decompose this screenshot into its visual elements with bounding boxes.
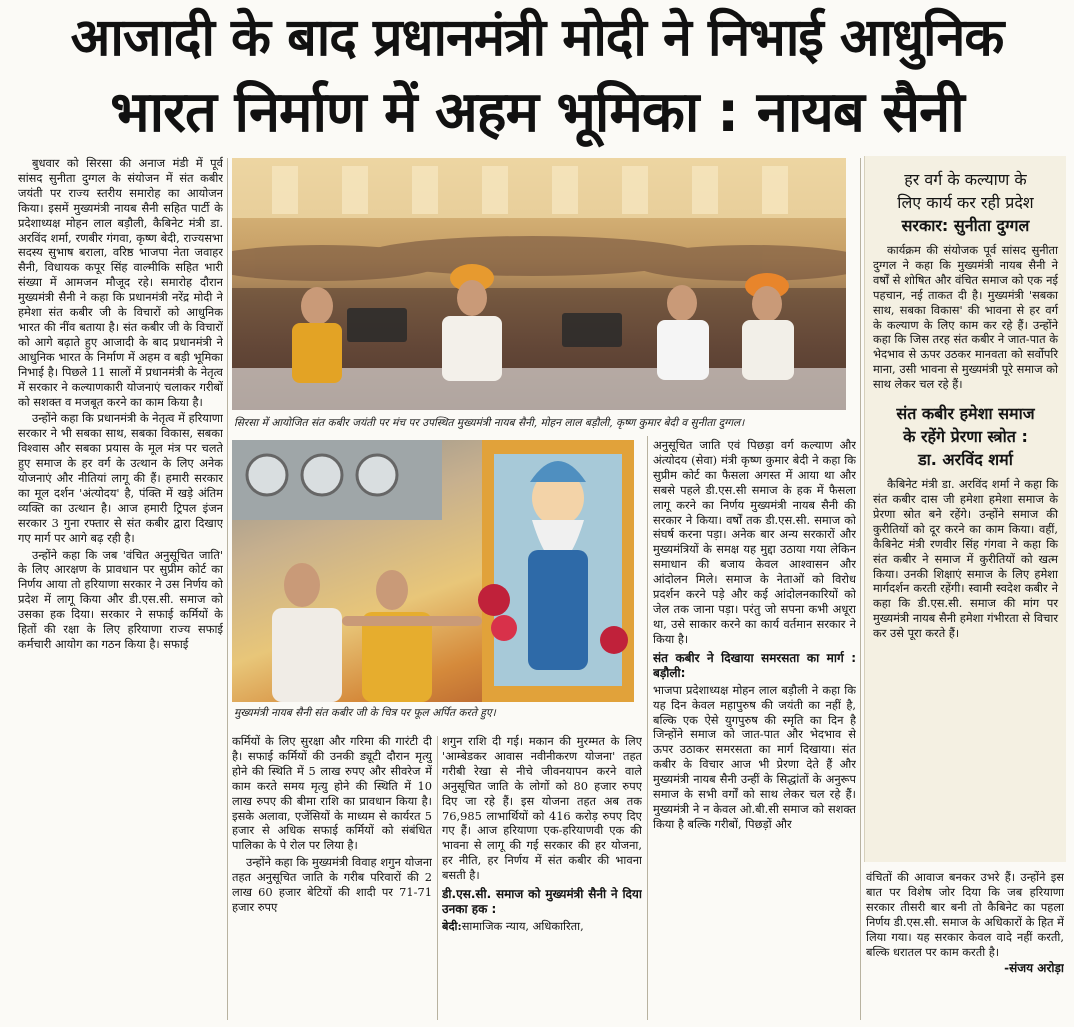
article-column-4 (866, 870, 1064, 1022)
column-divider (227, 158, 228, 1020)
column3a-paragraph-1: कर्मियों के लिए सुरक्षा और गरिमा की गारंटी दी है। सफाई कर्मियों की उनकी ड्यूटी दौरान मृत्यु होने की स्थिति में 5 लाख रुपए और सीवरेज में काम करते समय मृत्यु होने की स्थिति में 10 लाख रुपए की बीमा राशि का प्रावधान किया है। इसके अलावा, एजेंसियों के माध्यम से कार्यरत 5 हजार से अधिक सफाई कर्मियों को संबंधित पालिका के पे रोल पर लिया है। (232, 734, 432, 853)
sidebar-heading-2-line-2: के रहेंगे प्रेरणा स्त्रोत : (903, 427, 1028, 447)
column3b-subhead: डी.एस.सी. समाज को मुख्यमंत्री सैनी ने दिया उनका हक : (442, 887, 642, 917)
column3b-paragraph-2 (442, 919, 642, 934)
sidebar-body-2 (873, 477, 1058, 641)
sidebar-heading-1-line-2: लिए कार्य कर रही प्रदेश (897, 193, 1034, 212)
column-divider (860, 158, 861, 1020)
tribute-photo-illustration (232, 440, 634, 702)
sidebar-paragraph-2: कैबिनेट मंत्री डा. अरविंद शर्मा ने कहा कि संत कबीर दास जी हमेशा हमेशा समाज के प्रेरणा स्रोत बने रहेंगे। उन्होंने समाज की कुरीतियों को दूर करने का काम किया। वहीं, कैबिनेट मंत्री रणवीर सिंह गंगवा ने कहा कि संत कबीर ने समाज में कुरीतियों को खत्म किया। उनकी शिक्षाएं समाज के लिए हमेशा मार्गदर्शन करती रहेंगी। स्वामी स्वदेश कबीर ने कहा कि डी.एस.सी. समाज की मांग पर मुख्यमंत्री नायब सैनी हमेशा गंभीरता से विचार कर उसे पूरा करते हैं। (873, 477, 1058, 641)
sidebar-heading-2-line-3: डा. अरविंद शर्मा (918, 450, 1013, 470)
tribute-photo (232, 440, 634, 702)
column-divider (647, 436, 648, 1020)
column3a-paragraph-2: उन्होंने कहा कि मुख्यमंत्री विवाह शगुन योजना तहत अनुसूचित जाति के गरीब परिवारों की 2 लाख 60 हजार बेटियों की शादी पर 71-71 हजार रुपए (232, 855, 432, 914)
stage-photo-illustration (232, 158, 846, 410)
column3b-paragraph-2-lead: बेदी: (442, 919, 462, 934)
headline-line-1: आजादी के बाद प्रधानमंत्री मोदी ने निभाई आधुनिक (70, 8, 1004, 68)
article-column-3 (653, 438, 856, 1022)
column4-paragraph-1: अनुसूचित जाति एवं पिछड़ा वर्ग कल्याण और अंत्योदय (सेवा) मंत्री कृष्ण कुमार बेदी ने कहा कि सुप्रीम कोर्ट का फैसला अगस्त में आया था और सबसे पहले डी.एस.सी समाज के हक में फैसला लागू करने का निर्णय मुख्यमंत्री नायब सैनी की सरकार ने किया। वर्षों तक डी.एस.सी. समाज को संघर्ष करना पड़ा। अनेक बार अन्य सरकारों और मुख्यमंत्रियों के समक्ष यह मुद्दा उठाया गया लेकिन समाधान की बजाय केवल आश्वासन और आंदोलन मिले। समाज के नेताओं को विरोध प्रदर्शन करने पड़े और कई आंदोलनकारियों को जेल तक जाना पड़ा। परंतु जो सपना कभी अधूरा था, उसे साकार करने का कार्य वर्तमान सरकार ने किया है। (653, 438, 856, 646)
sidebar-heading-1-line-1: हर वर्ग के कल्याण के (904, 170, 1027, 189)
column5b-paragraph-1: वंचितों की आवाज बनकर उभरे हैं। उन्होंने इस बात पर विशेष जोर दिया कि जब हरियाणा सरकार तीसरी बार बनी तो कैबिनेट का पहला निर्णय डी.एस.सी. समाज के अधिकारों के हित में लिया गया। यह सरकार केवल वादे नहीं करती, बल्कि धरातल पर काम करती है। (866, 870, 1064, 959)
column4-subhead: संत कबीर ने दिखाया समरसता का मार्ग : बड़ौली: (653, 650, 856, 680)
article-column-1 (18, 156, 223, 1022)
sidebar-heading-2 (873, 402, 1058, 471)
stage-photo (232, 158, 846, 410)
sidebar-box (864, 156, 1066, 862)
column4-paragraph-2: भाजपा प्रदेशाध्यक्ष मोहन लाल बड़ौली ने कहा कि यह दिन केवल महापुरुष की जयंती का नहीं है, बल्कि एक ऐसे युगपुरुष की स्मृति का दिन है जिन्होंने समाज को जात-पात और भेदभाव से ऊपर उठाकर समरसता का मार्ग दिखाया। संत कबीर के विचार आज भी प्रेरणा देते हैं और मुख्यमंत्री नायब सैनी उन्हीं के सिद्धांतों के अनुरूप समाज के सभी वर्गों को साथ लेकर चल रहे हैं। मुख्यमंत्री ने न केवल ओ.बी.सी समाज को सशक्त किया है बल्कि गरीबों, पिछड़ों और (653, 682, 856, 831)
article-column-2a (232, 734, 432, 1022)
headline-line-2: भारत निर्माण में अहम भूमिका : नायब सैनी (110, 80, 964, 145)
sidebar-body-1 (873, 243, 1058, 392)
article-column-2b (442, 734, 642, 1022)
tribute-photo-caption: मुख्यमंत्री नायब सैनी संत कबीर जी के चित्र पर फूल अर्पित करते हुए। (234, 707, 496, 719)
column1-paragraph-1: बुधवार को सिरसा की अनाज मंडी में पूर्व सांसद सुनीता दुग्गल के संयोजन में संत कबीर जयंती पर राज्य स्तरीय समारोह का आयोजन किया। इसमें मुख्यमंत्री नायब सैनी सहित पार्टी के प्रदेशाध्यक्ष मोहन लाल बड़ौली, कैबिनेट मंत्री डा. अरविंद शर्मा, रणबीर गंगवा, कृष्ण बेदी, राज्यसभा सदस्य सुभाष बराला, वरिष्ठ भाजपा नेता जवाहर सैनी, विधायक कपूर सिंह वाल्मीकि सहित भारी संख्या में आमजन मौजूद रहे। समारोह दौरान मुख्यमंत्री सैनी ने कहा कि प्रधानमंत्री नरेंद्र मोदी ने हमेशा संत कबीर जी के विचारों को आधुनिक भारत की नींव बताया है। संत कबीर जी के विचारों को आगे बढ़ाते हुए आजादी के बाद प्रधानमंत्री ने आधुनिक भारत के निर्माण में अहम व बड़ी भूमिका निभाई है। पिछले 11 सालों में प्रधानमंत्री के नेतृत्व में सरकार ने कल्याणकारी योजनाएं चलाकर गरीबों को सशक्त व मजबूत करने का काम किया है। (18, 156, 223, 409)
sidebar-heading-1-line-3: सरकार: सुनीता दुग्गल (901, 216, 1030, 235)
byline: -संजय अरोड़ा (1004, 961, 1064, 976)
column1-paragraph-3: उन्होंने कहा कि जब 'वंचित अनुसूचित जाति' के लिए आरक्षण के प्रावधान पर सुप्रीम कोर्ट का निर्णय आया तो हरियाणा सरकार ने उस निर्णय को प्रदेश में लागू किया और डी.एस.सी. समाज को उसका हक दिया। सरकार ने सफाई कर्मियों के हितों की रक्षा के लिए हरियाणा राज्य सफाई कर्मचारी आयोग का गठन किया है। सफाई (18, 547, 223, 651)
sidebar-heading-1 (873, 168, 1058, 237)
column1-paragraph-2: उन्होंने कहा कि प्रधानमंत्री के नेतृत्व में हरियाणा सरकार ने भी सबका साथ, सबका विकास, सबका विश्वास और सबका प्रयास के मूल मंत्र पर चलते हुए समाज के हर वर्ग के उत्थान के लिए अनेक योजनाएं और नीतियां लागू की हैं। हमारी सरकार का मूल दर्शन 'अंत्योदय' है, पंक्ति में खड़े अंतिम व्यक्ति का उत्थान है। आज हमारी ट्रिपल इंजन सरकार 3 गुना रफ्तार से संत कबीर द्वारा दिखाए गए मार्ग पर आगे बढ़ रही है। (18, 411, 223, 545)
column-divider (437, 736, 438, 1020)
sidebar-paragraph-1: कार्यक्रम की संयोजक पूर्व सांसद सुनीता दुग्गल ने कहा कि मुख्यमंत्री नायब सैनी ने वर्षों से शोषित और वंचित समाज को एक नई पहचान, नई ताकत दी है। मुख्यमंत्री 'सबका साथ, सबका विकास' की भावना से हर वर्ग के कल्याण के लिए काम कर रहे हैं। उन्होंने कहा कि जिस तरह संत कबीर ने जात-पात के भेदभाव से ऊपर उठकर मानवता को सर्वोपरि माना, उसी भावना से मुख्यमंत्री पूरे समाज को साथ लेकर चल रहे हैं। (873, 243, 1058, 392)
sidebar-heading-2-line-1: संत कबीर हमेशा समाज (896, 404, 1035, 424)
stage-photo-caption: सिरसा में आयोजित संत कबीर जयंती पर मंच पर उपस्थित मुख्यमंत्री नायब सैनी, मोहन लाल बड़ौली, कृष्ण कुमार बेदी व सुनीता दुग्गल। (234, 417, 745, 429)
column3b-paragraph-2-text: सामाजिक न्याय, अधिकारिता, (461, 919, 584, 934)
column3b-paragraph-1: शगुन राशि दी गई। मकान की मुरम्मत के लिए 'आम्बेडकर आवास नवीनीकरण योजना' तहत गरीबी रेखा से नीचे जीवनयापन करने वाले अनुसूचित जाति के लोगों को 80 हजार रुपए दिए जा रहे हैं। इस योजना तहत अब तक 76,985 लाभार्थियों को 416 करोड़ रुपए दिए गए हैं। आज हरियाणा एक-हरियाणवी एक की भावना से लागू की गई सरकार की हर योजना, हर नीति, हर निर्णय में संत कबीर की भावना बसती है। (442, 734, 642, 883)
